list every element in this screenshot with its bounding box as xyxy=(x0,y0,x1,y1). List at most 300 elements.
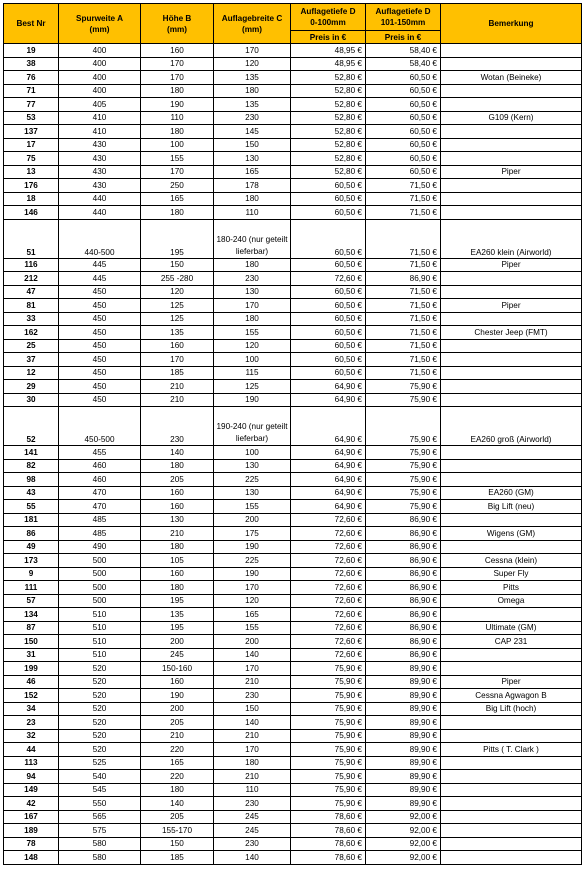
cell-best-nr: 111 xyxy=(4,581,59,595)
cell-auflagebreite: 210 xyxy=(214,675,291,689)
cell-bemerkung xyxy=(441,192,582,206)
cell-spurweite: 485 xyxy=(59,527,141,541)
cell-preis-d2: 86,90 € xyxy=(366,608,441,622)
cell-auflagebreite: 100 xyxy=(214,353,291,367)
cell-preis-d1: 72,60 € xyxy=(291,594,366,608)
cell-preis-d1: 60,50 € xyxy=(291,353,366,367)
cell-hoehe: 195 xyxy=(141,219,214,258)
cell-best-nr: 30 xyxy=(4,393,59,407)
table-row xyxy=(4,84,582,98)
cell-spurweite: 460 xyxy=(59,459,141,473)
cell-auflagebreite: 115 xyxy=(214,366,291,380)
cell-spurweite: 440 xyxy=(59,206,141,220)
cell-auflagebreite: 230 xyxy=(214,837,291,851)
cell-spurweite: 430 xyxy=(59,138,141,152)
table-row xyxy=(4,258,582,272)
cell-bemerkung: Piper xyxy=(441,299,582,313)
cell-preis-d2: 60,50 € xyxy=(366,111,441,125)
cell-auflagebreite: 150 xyxy=(214,138,291,152)
cell-preis-d1: 60,50 € xyxy=(291,258,366,272)
cell-preis-d2: 60,50 € xyxy=(366,165,441,179)
cell-bemerkung xyxy=(441,44,582,58)
cell-auflagebreite: 155 xyxy=(214,500,291,514)
cell-best-nr: 150 xyxy=(4,635,59,649)
cell-spurweite: 520 xyxy=(59,662,141,676)
cell-preis-d1: 60,50 € xyxy=(291,179,366,193)
cell-preis-d1: 75,90 € xyxy=(291,729,366,743)
cell-auflagebreite: 170 xyxy=(214,743,291,757)
cell-auflagebreite: 200 xyxy=(214,635,291,649)
cell-preis-d2: 86,90 € xyxy=(366,581,441,595)
cell-hoehe: 150 xyxy=(141,837,214,851)
cell-bemerkung xyxy=(441,648,582,662)
cell-best-nr: 47 xyxy=(4,285,59,299)
cell-preis-d2: 89,90 € xyxy=(366,729,441,743)
table-row xyxy=(4,125,582,139)
cell-spurweite: 500 xyxy=(59,567,141,581)
cell-hoehe: 185 xyxy=(141,366,214,380)
cell-preis-d2: 58,40 € xyxy=(366,44,441,58)
cell-preis-d2: 89,90 € xyxy=(366,675,441,689)
cell-preis-d2: 92,00 € xyxy=(366,837,441,851)
table-row xyxy=(4,527,582,541)
cell-best-nr: 17 xyxy=(4,138,59,152)
cell-auflagebreite: 170 xyxy=(214,581,291,595)
cell-spurweite: 580 xyxy=(59,837,141,851)
cell-spurweite: 450 xyxy=(59,393,141,407)
header-spurweite: Spurweite A (mm) xyxy=(59,4,141,44)
cell-auflagebreite: 200 xyxy=(214,513,291,527)
cell-best-nr: 18 xyxy=(4,192,59,206)
cell-best-nr: 78 xyxy=(4,837,59,851)
table-row xyxy=(4,810,582,824)
cell-best-nr: 141 xyxy=(4,446,59,460)
cell-spurweite: 510 xyxy=(59,621,141,635)
cell-auflagebreite: 140 xyxy=(214,716,291,730)
table-row xyxy=(4,138,582,152)
cell-spurweite: 410 xyxy=(59,125,141,139)
cell-hoehe: 120 xyxy=(141,285,214,299)
cell-bemerkung: Ultimate (GM) xyxy=(441,621,582,635)
cell-bemerkung: Pitts xyxy=(441,581,582,595)
cell-spurweite: 565 xyxy=(59,810,141,824)
cell-preis-d1: 60,50 € xyxy=(291,339,366,353)
cell-bemerkung xyxy=(441,756,582,770)
cell-hoehe: 160 xyxy=(141,44,214,58)
table-row xyxy=(4,648,582,662)
cell-bemerkung: Super Fly xyxy=(441,567,582,581)
cell-preis-d2: 60,50 € xyxy=(366,152,441,166)
cell-hoehe: 180 xyxy=(141,783,214,797)
table-row xyxy=(4,165,582,179)
cell-preis-d2: 86,90 € xyxy=(366,635,441,649)
cell-spurweite: 500 xyxy=(59,554,141,568)
cell-spurweite: 450 xyxy=(59,299,141,313)
cell-best-nr: 176 xyxy=(4,179,59,193)
cell-hoehe: 245 xyxy=(141,648,214,662)
cell-bemerkung: Wotan (Beineke) xyxy=(441,71,582,85)
cell-spurweite: 440-500 xyxy=(59,219,141,258)
cell-best-nr: 55 xyxy=(4,500,59,514)
cell-bemerkung xyxy=(441,312,582,326)
cell-hoehe: 130 xyxy=(141,513,214,527)
cell-hoehe: 195 xyxy=(141,621,214,635)
cell-spurweite: 580 xyxy=(59,851,141,865)
cell-bemerkung xyxy=(441,729,582,743)
cell-best-nr: 167 xyxy=(4,810,59,824)
cell-preis-d2: 86,90 € xyxy=(366,648,441,662)
cell-bemerkung: Big Lift (neu) xyxy=(441,500,582,514)
cell-preis-d2: 89,90 € xyxy=(366,770,441,784)
cell-hoehe: 135 xyxy=(141,326,214,340)
cell-hoehe: 250 xyxy=(141,179,214,193)
cell-bemerkung xyxy=(441,797,582,811)
cell-preis-d1: 78,60 € xyxy=(291,851,366,865)
cell-preis-d2: 71,50 € xyxy=(366,219,441,258)
cell-preis-d1: 72,60 € xyxy=(291,621,366,635)
cell-best-nr: 76 xyxy=(4,71,59,85)
cell-bemerkung xyxy=(441,380,582,394)
table-row xyxy=(4,57,582,71)
table-row xyxy=(4,299,582,313)
cell-preis-d2: 60,50 € xyxy=(366,84,441,98)
cell-bemerkung xyxy=(441,206,582,220)
cell-preis-d2: 89,90 € xyxy=(366,756,441,770)
cell-auflagebreite: 180 xyxy=(214,84,291,98)
cell-auflagebreite: 170 xyxy=(214,44,291,58)
cell-hoehe: 180 xyxy=(141,581,214,595)
cell-bemerkung xyxy=(441,98,582,112)
cell-best-nr: 51 xyxy=(4,219,59,258)
cell-preis-d1: 78,60 € xyxy=(291,824,366,838)
cell-preis-d1: 72,60 € xyxy=(291,608,366,622)
cell-bemerkung xyxy=(441,446,582,460)
cell-preis-d2: 71,50 € xyxy=(366,258,441,272)
cell-hoehe: 160 xyxy=(141,500,214,514)
cell-auflagebreite: 190 xyxy=(214,393,291,407)
cell-best-nr: 148 xyxy=(4,851,59,865)
cell-best-nr: 52 xyxy=(4,407,59,446)
cell-spurweite: 520 xyxy=(59,702,141,716)
cell-hoehe: 140 xyxy=(141,446,214,460)
table-row xyxy=(4,581,582,595)
cell-preis-d1: 75,90 € xyxy=(291,783,366,797)
cell-best-nr: 46 xyxy=(4,675,59,689)
cell-preis-d1: 72,60 € xyxy=(291,581,366,595)
cell-preis-d2: 86,90 € xyxy=(366,272,441,286)
table-body xyxy=(4,44,582,865)
table-row xyxy=(4,446,582,460)
cell-preis-d1: 48,95 € xyxy=(291,44,366,58)
cell-preis-d1: 75,90 € xyxy=(291,770,366,784)
cell-preis-d1: 72,60 € xyxy=(291,540,366,554)
header-preis-d2: Preis in € xyxy=(366,31,441,44)
cell-hoehe: 155-170 xyxy=(141,824,214,838)
cell-preis-d1: 75,90 € xyxy=(291,675,366,689)
cell-preis-d2: 71,50 € xyxy=(366,339,441,353)
cell-auflagebreite: 230 xyxy=(214,797,291,811)
cell-preis-d1: 60,50 € xyxy=(291,219,366,258)
cell-hoehe: 160 xyxy=(141,486,214,500)
cell-bemerkung xyxy=(441,393,582,407)
cell-spurweite: 450 xyxy=(59,312,141,326)
cell-auflagebreite: 165 xyxy=(214,608,291,622)
cell-preis-d2: 86,90 € xyxy=(366,540,441,554)
cell-preis-d2: 60,50 € xyxy=(366,98,441,112)
cell-preis-d2: 75,90 € xyxy=(366,500,441,514)
cell-hoehe: 190 xyxy=(141,98,214,112)
table-row xyxy=(4,770,582,784)
cell-spurweite: 400 xyxy=(59,44,141,58)
cell-best-nr: 82 xyxy=(4,459,59,473)
cell-preis-d1: 52,80 € xyxy=(291,98,366,112)
table-row xyxy=(4,473,582,487)
cell-spurweite: 405 xyxy=(59,98,141,112)
cell-best-nr: 173 xyxy=(4,554,59,568)
cell-preis-d2: 86,90 € xyxy=(366,567,441,581)
cell-preis-d1: 60,50 € xyxy=(291,366,366,380)
cell-preis-d2: 86,90 € xyxy=(366,554,441,568)
cell-hoehe: 125 xyxy=(141,312,214,326)
cell-preis-d2: 71,50 € xyxy=(366,366,441,380)
cell-preis-d1: 48,95 € xyxy=(291,57,366,71)
cell-preis-d1: 52,80 € xyxy=(291,84,366,98)
cell-best-nr: 199 xyxy=(4,662,59,676)
cell-best-nr: 12 xyxy=(4,366,59,380)
table-row xyxy=(4,729,582,743)
cell-best-nr: 49 xyxy=(4,540,59,554)
header-auflagetiefe-0-100: Auflagetiefe D 0-100mm xyxy=(291,4,366,31)
table-row xyxy=(4,513,582,527)
cell-hoehe: 210 xyxy=(141,729,214,743)
cell-bemerkung: Piper xyxy=(441,675,582,689)
cell-preis-d2: 71,50 € xyxy=(366,179,441,193)
cell-spurweite: 430 xyxy=(59,152,141,166)
cell-hoehe: 180 xyxy=(141,125,214,139)
cell-auflagebreite: 120 xyxy=(214,339,291,353)
cell-auflagebreite: 180 xyxy=(214,756,291,770)
cell-preis-d1: 52,80 € xyxy=(291,111,366,125)
cell-preis-d1: 72,60 € xyxy=(291,513,366,527)
cell-best-nr: 43 xyxy=(4,486,59,500)
cell-spurweite: 510 xyxy=(59,608,141,622)
cell-bemerkung: Cessna Agwagon B xyxy=(441,689,582,703)
cell-preis-d1: 52,80 € xyxy=(291,138,366,152)
cell-spurweite: 450 xyxy=(59,285,141,299)
cell-auflagebreite: 245 xyxy=(214,810,291,824)
cell-best-nr: 146 xyxy=(4,206,59,220)
cell-preis-d1: 64,90 € xyxy=(291,459,366,473)
cell-spurweite: 400 xyxy=(59,57,141,71)
cell-preis-d1: 75,90 € xyxy=(291,743,366,757)
cell-bemerkung: EA260 (GM) xyxy=(441,486,582,500)
cell-best-nr: 189 xyxy=(4,824,59,838)
cell-auflagebreite: 150 xyxy=(214,702,291,716)
table-row xyxy=(4,285,582,299)
cell-preis-d2: 92,00 € xyxy=(366,851,441,865)
cell-preis-d2: 71,50 € xyxy=(366,353,441,367)
cell-bemerkung xyxy=(441,339,582,353)
cell-spurweite: 450 xyxy=(59,339,141,353)
cell-spurweite: 510 xyxy=(59,648,141,662)
cell-preis-d1: 64,90 € xyxy=(291,500,366,514)
table-row xyxy=(4,756,582,770)
table-row xyxy=(4,111,582,125)
cell-auflagebreite: 180 xyxy=(214,312,291,326)
table-row xyxy=(4,192,582,206)
cell-best-nr: 25 xyxy=(4,339,59,353)
cell-preis-d2: 92,00 € xyxy=(366,810,441,824)
cell-auflagebreite: 190-240 (nur geteilt lieferbar) xyxy=(214,407,291,446)
cell-bemerkung: G109 (Kern) xyxy=(441,111,582,125)
cell-preis-d1: 60,50 € xyxy=(291,326,366,340)
header-best-nr: Best Nr xyxy=(4,4,59,44)
cell-best-nr: 162 xyxy=(4,326,59,340)
cell-spurweite: 500 xyxy=(59,581,141,595)
cell-auflagebreite: 130 xyxy=(214,459,291,473)
cell-bemerkung: Omega xyxy=(441,594,582,608)
table-row xyxy=(4,824,582,838)
cell-auflagebreite: 225 xyxy=(214,554,291,568)
table-row xyxy=(4,621,582,635)
cell-bemerkung xyxy=(441,138,582,152)
cell-best-nr: 29 xyxy=(4,380,59,394)
cell-bemerkung xyxy=(441,608,582,622)
cell-spurweite: 450 xyxy=(59,380,141,394)
cell-preis-d1: 60,50 € xyxy=(291,285,366,299)
cell-preis-d1: 64,90 € xyxy=(291,393,366,407)
cell-best-nr: 98 xyxy=(4,473,59,487)
cell-spurweite: 485 xyxy=(59,513,141,527)
cell-hoehe: 155 xyxy=(141,152,214,166)
cell-preis-d2: 75,90 € xyxy=(366,473,441,487)
cell-best-nr: 77 xyxy=(4,98,59,112)
cell-bemerkung xyxy=(441,783,582,797)
cell-auflagebreite: 180 xyxy=(214,258,291,272)
cell-auflagebreite: 180-240 (nur geteilt lieferbar) xyxy=(214,219,291,258)
cell-auflagebreite: 210 xyxy=(214,770,291,784)
cell-hoehe: 180 xyxy=(141,540,214,554)
cell-preis-d1: 78,60 € xyxy=(291,810,366,824)
cell-best-nr: 37 xyxy=(4,353,59,367)
cell-hoehe: 170 xyxy=(141,165,214,179)
cell-spurweite: 575 xyxy=(59,824,141,838)
cell-bemerkung xyxy=(441,662,582,676)
header-hoehe: Höhe B (mm) xyxy=(141,4,214,44)
cell-preis-d2: 60,50 € xyxy=(366,71,441,85)
cell-best-nr: 23 xyxy=(4,716,59,730)
cell-best-nr: 44 xyxy=(4,743,59,757)
cell-preis-d2: 89,90 € xyxy=(366,689,441,703)
cell-preis-d2: 86,90 € xyxy=(366,621,441,635)
cell-auflagebreite: 230 xyxy=(214,272,291,286)
cell-bemerkung: Piper xyxy=(441,258,582,272)
cell-hoehe: 150-160 xyxy=(141,662,214,676)
table-row xyxy=(4,689,582,703)
cell-hoehe: 205 xyxy=(141,473,214,487)
cell-bemerkung: Wigens (GM) xyxy=(441,527,582,541)
cell-bemerkung xyxy=(441,473,582,487)
cell-spurweite: 550 xyxy=(59,797,141,811)
cell-auflagebreite: 110 xyxy=(214,783,291,797)
table-row xyxy=(4,179,582,193)
cell-spurweite: 540 xyxy=(59,770,141,784)
cell-hoehe: 205 xyxy=(141,716,214,730)
cell-preis-d2: 75,90 € xyxy=(366,407,441,446)
cell-best-nr: 34 xyxy=(4,702,59,716)
cell-best-nr: 116 xyxy=(4,258,59,272)
cell-spurweite: 445 xyxy=(59,258,141,272)
table-row xyxy=(4,71,582,85)
cell-auflagebreite: 225 xyxy=(214,473,291,487)
cell-bemerkung: CAP 231 xyxy=(441,635,582,649)
cell-hoehe: 205 xyxy=(141,810,214,824)
table-row xyxy=(4,783,582,797)
cell-auflagebreite: 130 xyxy=(214,285,291,299)
header-auflagetiefe-101-150: Auflagetiefe D 101-150mm xyxy=(366,4,441,31)
cell-spurweite: 400 xyxy=(59,71,141,85)
cell-auflagebreite: 155 xyxy=(214,326,291,340)
cell-bemerkung xyxy=(441,716,582,730)
cell-bemerkung xyxy=(441,152,582,166)
cell-spurweite: 470 xyxy=(59,500,141,514)
cell-spurweite: 430 xyxy=(59,179,141,193)
cell-hoehe: 170 xyxy=(141,57,214,71)
cell-hoehe: 150 xyxy=(141,258,214,272)
cell-best-nr: 149 xyxy=(4,783,59,797)
cell-preis-d1: 52,80 € xyxy=(291,165,366,179)
cell-hoehe: 210 xyxy=(141,380,214,394)
cell-hoehe: 210 xyxy=(141,527,214,541)
cell-auflagebreite: 210 xyxy=(214,729,291,743)
cell-auflagebreite: 140 xyxy=(214,648,291,662)
cell-auflagebreite: 135 xyxy=(214,71,291,85)
cell-auflagebreite: 175 xyxy=(214,527,291,541)
cell-preis-d1: 64,90 € xyxy=(291,380,366,394)
table-row xyxy=(4,594,582,608)
cell-hoehe: 100 xyxy=(141,138,214,152)
cell-hoehe: 220 xyxy=(141,770,214,784)
cell-preis-d2: 75,90 € xyxy=(366,393,441,407)
cell-auflagebreite: 125 xyxy=(214,380,291,394)
cell-hoehe: 135 xyxy=(141,608,214,622)
cell-best-nr: 86 xyxy=(4,527,59,541)
cell-auflagebreite: 230 xyxy=(214,111,291,125)
cell-preis-d2: 71,50 € xyxy=(366,285,441,299)
table-row xyxy=(4,312,582,326)
table-row xyxy=(4,407,582,446)
cell-best-nr: 71 xyxy=(4,84,59,98)
table-row xyxy=(4,716,582,730)
cell-spurweite: 525 xyxy=(59,756,141,770)
cell-bemerkung xyxy=(441,57,582,71)
cell-spurweite: 520 xyxy=(59,675,141,689)
cell-auflagebreite: 145 xyxy=(214,125,291,139)
cell-auflagebreite: 180 xyxy=(214,192,291,206)
cell-hoehe: 185 xyxy=(141,851,214,865)
cell-best-nr: 19 xyxy=(4,44,59,58)
cell-bemerkung: Pitts ( T. Clark ) xyxy=(441,743,582,757)
cell-bemerkung xyxy=(441,272,582,286)
price-table xyxy=(3,3,582,865)
cell-hoehe: 180 xyxy=(141,459,214,473)
cell-bemerkung xyxy=(441,540,582,554)
cell-hoehe: 170 xyxy=(141,71,214,85)
table-row xyxy=(4,702,582,716)
cell-hoehe: 255 -280 xyxy=(141,272,214,286)
cell-auflagebreite: 110 xyxy=(214,206,291,220)
cell-best-nr: 31 xyxy=(4,648,59,662)
